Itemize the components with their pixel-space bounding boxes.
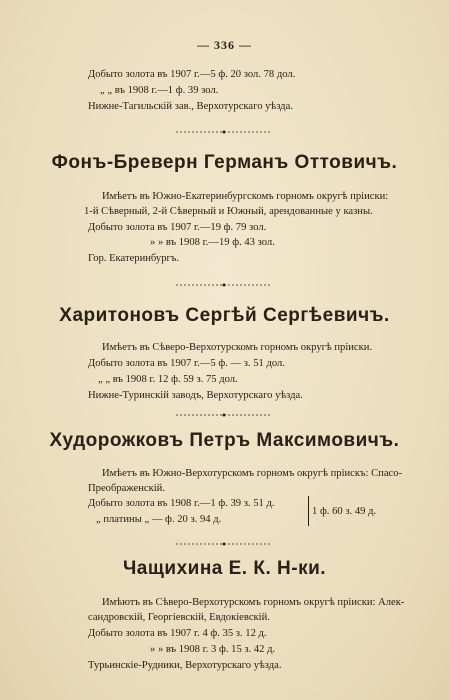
text-line: „ „ въ 1908 г.—1 ф. 39 зол. (100, 85, 219, 96)
brace-bracket (300, 496, 309, 526)
text-line: » » въ 1908 г. 3 ф. 15 з. 42 д. (150, 644, 276, 655)
text-line: Турьинскіе-Рудники, Верхотурскаго уѣзда. (88, 660, 282, 671)
text-line: Добыто золота въ 1907 г.—5 ф. — з. 51 дол. (88, 358, 285, 369)
text-line: Добыто золота въ 1908 г.—1 ф. 39 з. 51 д. (88, 498, 275, 509)
text-line: Нижне-Тагильскій зав., Верхотурскаго уѣзда. (88, 101, 293, 112)
text-line: Нижне-Туринскій заводъ, Верхотурскаго уѣзда. (88, 390, 303, 401)
text-line: 1-й Сѣверный, 2-й Сѣверный и Южный, арендованные у казны. (84, 206, 373, 217)
text-line: » » въ 1908 г.—19 ф. 43 зол. (150, 237, 275, 248)
text-line: сандровскій, Георгіевскій, Евдокіевскій. (88, 612, 270, 623)
ornament-divider (174, 282, 274, 288)
ornament-divider (174, 412, 274, 418)
text-line: Добыто золота въ 1907 г.—5 ф. 20 зол. 78 дол. (88, 69, 296, 80)
ornament-divider (174, 129, 274, 135)
text-line: Имѣютъ въ Сѣверо-Верхотурскомъ горномъ округѣ пріиски: Алек- (102, 597, 405, 608)
text-line: Имѣетъ въ Сѣверо-Верхотурскомъ горномъ округѣ пріиски. (102, 342, 373, 353)
page-number: — 336 — (197, 38, 252, 52)
text-line: Добыто золота въ 1907 г. 4 ф. 35 з. 12 д. (88, 628, 267, 639)
text-line: Имѣетъ въ Южно-Екатеринбургскомъ горномъ округѣ пріиски: (102, 191, 389, 202)
text-line: Гор. Екатеринбургъ. (88, 253, 179, 264)
text-line: „ платины „ — ф. 20 з. 94 д. (96, 514, 222, 525)
text-line: Имѣетъ въ Южно-Верхотурскомъ горномъ округѣ пріискъ: Спасо- (102, 468, 403, 479)
entry-heading: Чащихина Е. К. Н-ки. (122, 558, 327, 579)
entry-heading: Харитоновъ Сергѣй Сергѣевичъ. (59, 305, 390, 326)
text-line: Преображенскій. (88, 483, 165, 494)
entry-heading: Фонъ-Бреверн Германъ Оттовичъ. (51, 152, 398, 173)
brace-total: 1 ф. 60 з. 49 д. (312, 506, 377, 517)
entry-heading: Худорожковъ Петръ Максимовичъ. (49, 430, 400, 451)
text-line: Добыто золота въ 1907 г.—19 ф. 79 зол. (88, 222, 267, 233)
text-line: „ „ въ 1908 г. 12 ф. 59 з. 75 дол. (98, 374, 238, 385)
ornament-divider (174, 541, 274, 547)
